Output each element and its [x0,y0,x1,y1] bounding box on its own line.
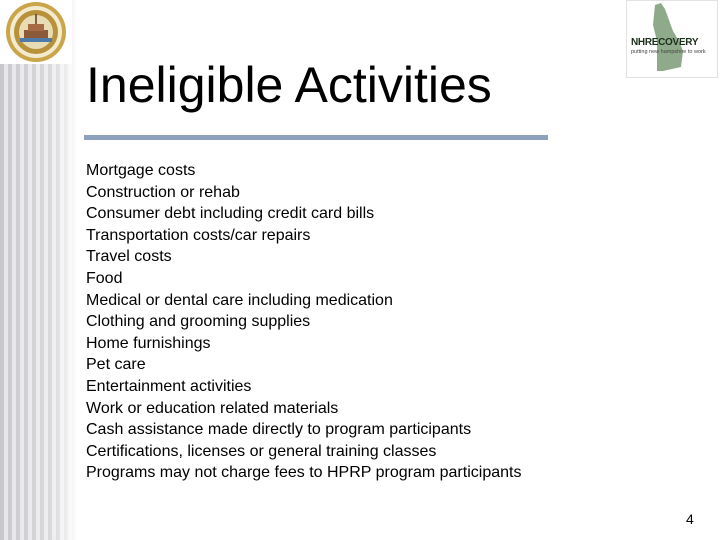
list-item: Certifications, licenses or general training classes [86,442,437,460]
slide-title: Ineligible Activities [86,57,492,113]
list-item: Clothing and grooming supplies [86,313,311,331]
list-item: Travel costs [86,248,172,266]
ineligible-activities-list [86,160,521,484]
left-stripe-fade [0,0,78,540]
list-item: Consumer debt including credit card bills [86,205,375,223]
list-item: Pet care [86,356,146,374]
nh-recovery-logo [626,0,718,78]
list-item: Mortgage costs [86,162,196,179]
list-item: Construction or rehab [86,183,240,201]
list-item: Programs may not charge fees to HPRP program participants [86,464,522,482]
logo-brand [631,37,698,48]
state-seal-icon [0,0,72,64]
logo-brand-suffix: RECOVERY [644,37,699,48]
list-item: Transportation costs/car repairs [86,226,311,244]
list-item: Cash assistance made directly to program participants [86,421,472,439]
page-number: 4 [686,511,694,527]
list-item: Food [86,269,123,287]
list-item: Medical or dental care including medication [86,291,393,309]
list-item: Home furnishings [86,334,211,352]
logo-brand-prefix: NH [631,37,645,48]
title-underline [84,135,548,140]
list-item: Entertainment activities [86,377,252,395]
logo-tagline: putting new hampshire to work [631,49,706,55]
list-item: Work or education related materials [86,399,339,417]
